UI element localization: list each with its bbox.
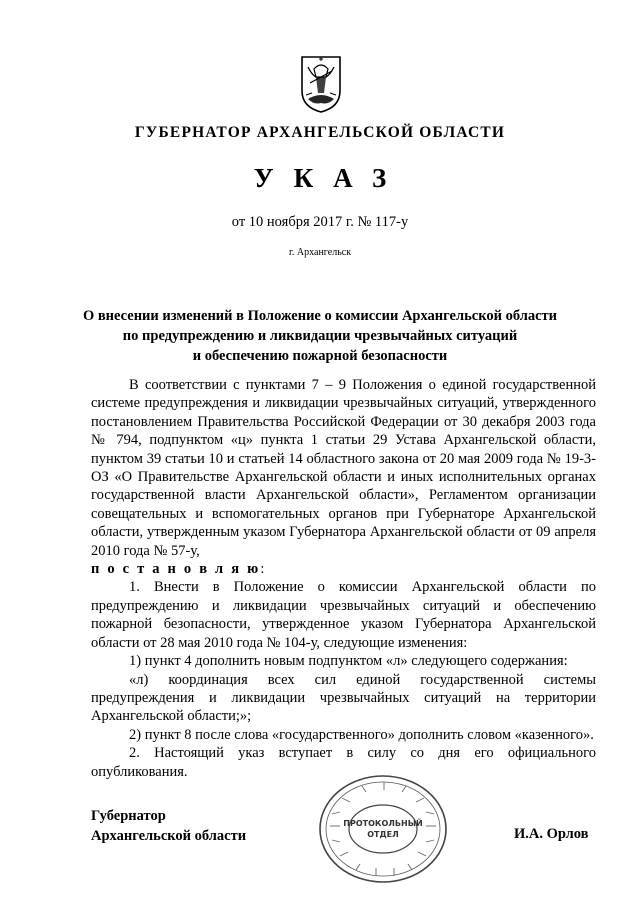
document-date-number: от 10 ноября 2017 г. № 117-у <box>231 214 409 230</box>
item-1-paragraph: 1. Внести в Положение о комиссии Архангельской области по предупреждению и ликвидации чрезвычайных ситуаций и обеспечению пожарной безопасности, утвержденное указом Губернатора Архангельской области от 28 мая 2010 года № 104-у, следующие изменения: <box>91 579 596 651</box>
coat-of-arms-emblem <box>300 55 342 113</box>
signatory-position-line: Архангельской области <box>91 828 247 844</box>
stamp-center-line-2: ОТДЕЛ <box>367 830 399 839</box>
preamble-paragraph: В соответствии с пунктами 7 – 9 Положения о единой государственной системе предупреждения и ликвидации чрезвычайных ситуаций, утвержденного постановлением Правительства Российской Федерации от 30 декабря 2003 года № 794, подпунктом «ц» пункта 1 статьи 29 Устава Архангельской области, пунктом 39 статьи 10 и статьей 14 областного закона от 20 мая 2009 года № 19-3-ОЗ «О Правительстве Архангельской области и иных исполнительных органах государственной власти Архангельской области», Регламентом организации совещательных и вспомогательных органов при Губернаторе Архангельской области, утвержденным указом Губернатора Архангельской области от 09 апреля 2010 года № 57-у, <box>91 377 596 559</box>
issuing-authority: ГУБЕРНАТОР АРХАНГЕЛЬСКОЙ ОБЛАСТИ <box>134 124 506 141</box>
title-line: по предупреждению и ликвидации чрезвычайных ситуаций <box>122 328 518 344</box>
decree-line <box>91 560 596 578</box>
title-line: и обеспечению пожарной безопасности <box>192 348 448 364</box>
title-line: О внесении изменений в Положение о комиссии Архангельской области <box>82 308 558 324</box>
document-city: г. Архангельск <box>288 247 352 258</box>
signatory-position <box>91 806 246 846</box>
stamp-center-line-1: ПРОТОКОЛЬНЫЙ <box>343 819 423 828</box>
item-2-paragraph: 2. Настоящий указ вступает в силу со дня его официального опубликования. <box>91 745 596 780</box>
signatory-name: И.А. Орлов <box>514 826 589 842</box>
item-1-1-paragraph: 1) пункт 4 дополнить новым подпунктом «л» следующего содержания: <box>129 653 568 670</box>
document-body <box>91 376 596 781</box>
item-1-1-text-paragraph: «л) координация всех сил единой государственной системы предупреждения и ликвидации чрезвычайных ситуаций на территории Архангельской области;»; <box>91 671 596 725</box>
decree-colon: : <box>260 561 265 578</box>
official-stamp <box>318 774 448 884</box>
document-title <box>0 306 640 366</box>
signatory-position-line: Губернатор <box>91 808 166 824</box>
decree-word: п о с т а н о в л я ю <box>91 561 261 578</box>
item-1-2-paragraph: 2) пункт 8 после слова «государственного» дополнить словом «казенного». <box>129 726 594 743</box>
document-type: УКАЗ <box>253 163 407 193</box>
